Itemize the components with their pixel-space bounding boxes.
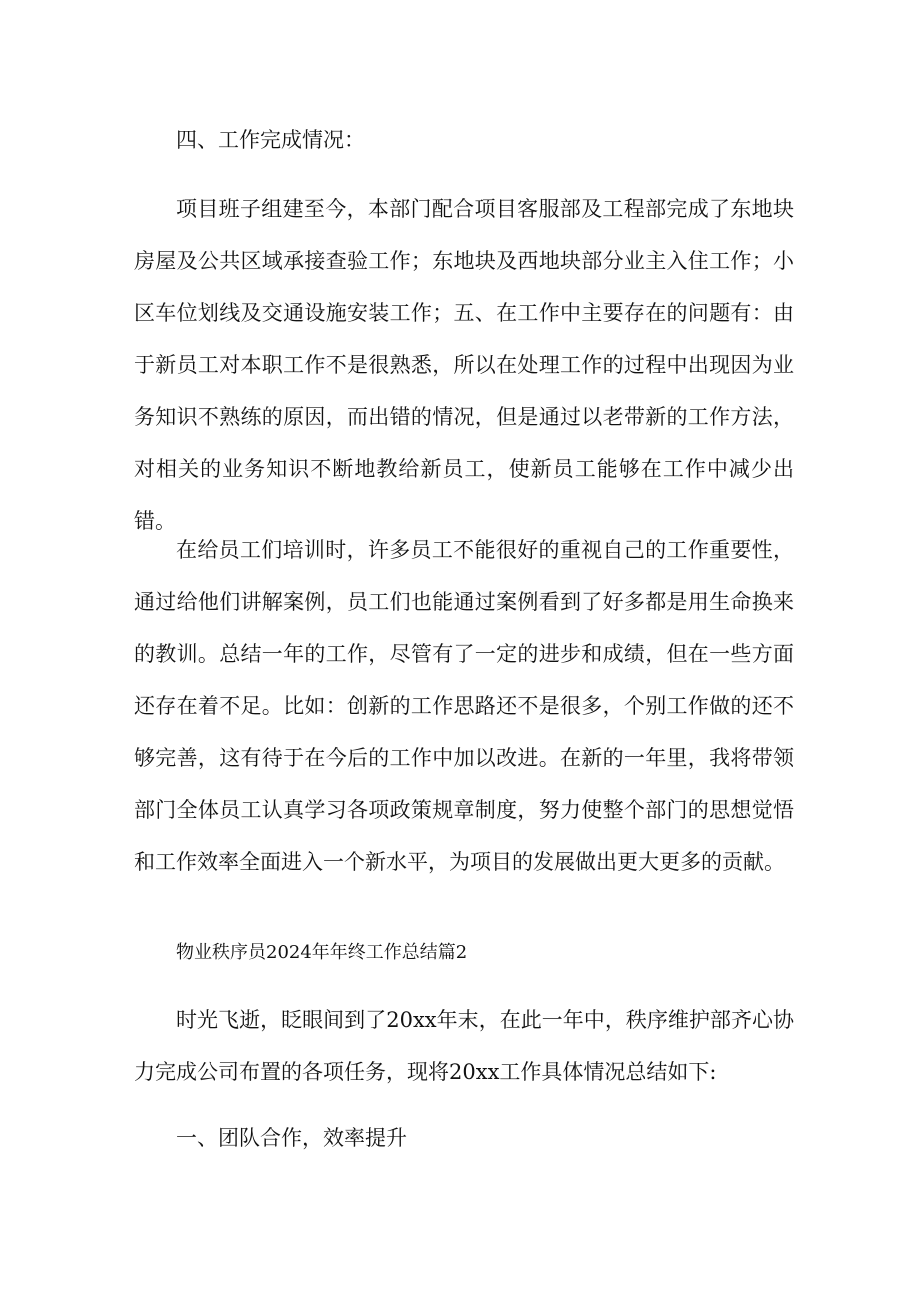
section-one-heading: 一、团队合作，效率提升 [176, 1126, 407, 1150]
article-title: 物业秩序员2024年年终工作总结篇2 [176, 942, 468, 963]
section-four-heading: 四、工作完成情况： [176, 128, 365, 152]
paragraph-year-overview: 时光飞逝，眨眼间到了20xx年末，在此一年中，秩序维护部齐心协力完成公司布置的各项任务，现将20xx工作具体情况总结如下: [134, 1008, 794, 1084]
paragraph-training-summary: 在给员工们培训时，许多员工不能很好的重视自己的工作重要性，通过给他们讲解案例，员工们也能通过案例看到了好多都是用生命换来的教训。总结一年的工作，尽管有了一定的进步和成绩，但在一些方面还存在着不足。比如：创新的工作思路还不是很多，个别工作做的还不够完善，这有待于在今后的工作中加以改进。在新的一年里，我将带领部门全体员工认真学习各项政策规章制度，努力使整个部门的思想觉悟和工作效率全面进入一个新水平，为项目的发展做出更大更多的贡献。 [134, 538, 794, 874]
paragraph-work-completion: 项目班子组建至今，本部门配合项目客服部及工程部完成了东地块房屋及公共区域承接查验工作；东地块及西地块部分业主入住工作；小区车位划线及交通设施安装工作；五、在工作中主要存在的问题有：由于新员工对本职工作不是很熟悉，所以在处理工作的过程中出现因为业务知识不熟练的原因，而出错的情况，但是通过以老带新的工作方法，对相关的业务知识不断地教给新员工，使新员工能够在工作中减少出错。 [134, 197, 794, 533]
